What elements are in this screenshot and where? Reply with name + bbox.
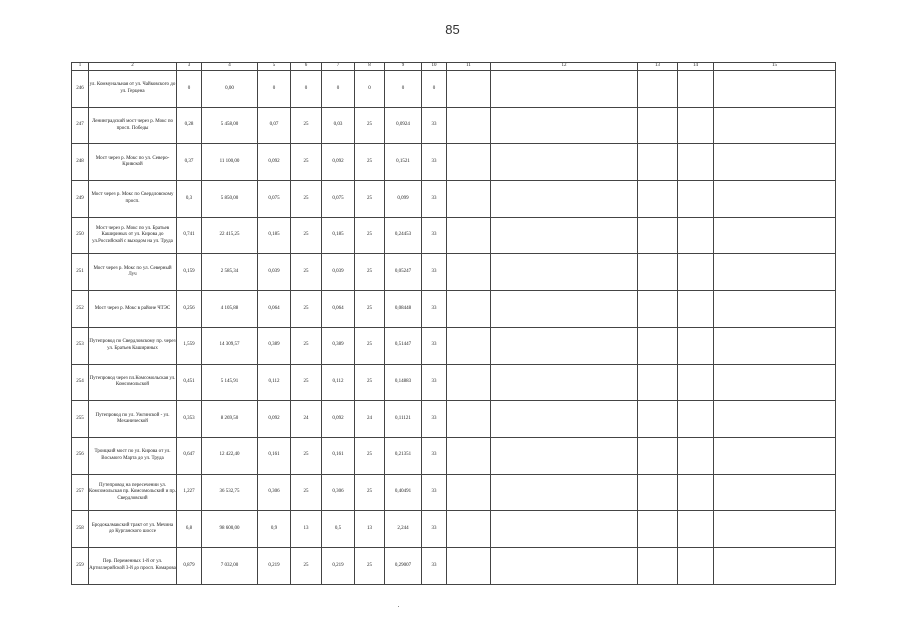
value-cell: 0,092: [258, 144, 291, 181]
value-cell: 4 105,88: [202, 291, 258, 328]
value-cell: 0,9: [258, 511, 291, 548]
value-cell: 0,647: [177, 437, 202, 474]
empty-cell: [714, 254, 836, 291]
value-cell: 25: [355, 364, 385, 401]
value-cell: 0,064: [322, 291, 355, 328]
empty-cell: [491, 364, 638, 401]
table-body: [72, 71, 836, 585]
value-cell: 0,159: [177, 254, 202, 291]
table-row: [72, 437, 836, 474]
value-cell: 0,40491: [385, 474, 422, 511]
value-cell: 25: [291, 291, 322, 328]
empty-cell: [714, 217, 836, 254]
value-cell: 24: [291, 401, 322, 438]
empty-cell: [638, 144, 678, 181]
value-cell: 0,741: [177, 217, 202, 254]
column-header: 14: [678, 63, 714, 71]
row-number-cell: 254: [72, 364, 89, 401]
object-name-cell: Ленинградский мост через р. Мокс по просп. Победы: [89, 107, 177, 144]
object-name-cell: Мост через р. Мокс в районе ЧТЭС: [89, 291, 177, 328]
value-cell: 0,092: [258, 401, 291, 438]
value-cell: 11 100,00: [202, 144, 258, 181]
empty-cell: [447, 181, 491, 218]
empty-cell: [638, 71, 678, 108]
value-cell: 25: [355, 217, 385, 254]
row-number-cell: 257: [72, 474, 89, 511]
column-header: 8: [355, 63, 385, 71]
empty-cell: [714, 291, 836, 328]
value-cell: 0,0924: [385, 107, 422, 144]
value-cell: 25: [355, 181, 385, 218]
value-cell: 0,306: [258, 474, 291, 511]
value-cell: 0,07: [258, 107, 291, 144]
value-cell: 0,039: [322, 254, 355, 291]
empty-cell: [678, 107, 714, 144]
value-cell: 33: [422, 401, 447, 438]
value-cell: 33: [422, 181, 447, 218]
value-cell: 5 850,00: [202, 181, 258, 218]
column-header: 15: [714, 63, 836, 71]
value-cell: 25: [291, 254, 322, 291]
empty-cell: [714, 437, 836, 474]
value-cell: 25: [291, 437, 322, 474]
row-number-cell: 252: [72, 291, 89, 328]
column-header: 6: [291, 63, 322, 71]
value-cell: 25: [355, 474, 385, 511]
value-cell: 14 309,57: [202, 327, 258, 364]
object-name-cell: Мост через р. Мокс по ул. Северный Луч: [89, 254, 177, 291]
value-cell: 25: [291, 217, 322, 254]
value-cell: 25: [355, 437, 385, 474]
value-cell: 0,092: [322, 144, 355, 181]
value-cell: 33: [422, 144, 447, 181]
value-cell: 0,5: [322, 511, 355, 548]
empty-cell: [678, 547, 714, 584]
empty-cell: [678, 181, 714, 218]
value-cell: 25: [355, 291, 385, 328]
value-cell: 13: [355, 511, 385, 548]
value-cell: 0,14883: [385, 364, 422, 401]
value-cell: 0,389: [322, 327, 355, 364]
object-name-cell: Путепровод по Свердловскому пр. через ул. Братьев Кашириных: [89, 327, 177, 364]
column-header: 2: [89, 63, 177, 71]
column-header: 9: [385, 63, 422, 71]
object-name-cell: ул. Коммунальная от ул. Чайковского до ул. Герцена: [89, 71, 177, 108]
column-header: 5: [258, 63, 291, 71]
value-cell: 1,559: [177, 327, 202, 364]
value-cell: 0,064: [258, 291, 291, 328]
object-name-cell: Мост через р. Мокс по ул. Северо-Кривской: [89, 144, 177, 181]
value-cell: 25: [355, 254, 385, 291]
value-cell: 33: [422, 327, 447, 364]
table-row: [72, 181, 836, 218]
column-header: 10: [422, 63, 447, 71]
value-cell: 0,11121: [385, 401, 422, 438]
empty-cell: [491, 254, 638, 291]
empty-cell: [678, 437, 714, 474]
empty-cell: [678, 364, 714, 401]
value-cell: 33: [422, 364, 447, 401]
value-cell: 0: [385, 71, 422, 108]
empty-cell: [714, 474, 836, 511]
value-cell: 0,24453: [385, 217, 422, 254]
empty-cell: [447, 437, 491, 474]
value-cell: 22 415,25: [202, 217, 258, 254]
value-cell: 0,099: [385, 181, 422, 218]
value-cell: 0,21351: [385, 437, 422, 474]
empty-cell: [638, 547, 678, 584]
empty-cell: [714, 511, 836, 548]
empty-cell: [491, 437, 638, 474]
value-cell: 0,185: [258, 217, 291, 254]
value-cell: 0: [422, 71, 447, 108]
value-cell: 25: [291, 364, 322, 401]
empty-cell: [678, 511, 714, 548]
empty-cell: [638, 181, 678, 218]
value-cell: 98 600,00: [202, 511, 258, 548]
value-cell: 33: [422, 291, 447, 328]
empty-cell: [714, 327, 836, 364]
empty-cell: [678, 327, 714, 364]
value-cell: 25: [291, 327, 322, 364]
column-header: 11: [447, 63, 491, 71]
row-number-cell: 249: [72, 181, 89, 218]
table-row: [72, 71, 836, 108]
value-cell: 25: [355, 144, 385, 181]
table-row: [72, 547, 836, 584]
value-cell: 25: [355, 107, 385, 144]
column-header: 12: [491, 63, 638, 71]
object-name-cell: Путепровод по ул. Ужгинской - ул. Механической: [89, 401, 177, 438]
value-cell: 0,039: [258, 254, 291, 291]
empty-cell: [491, 71, 638, 108]
column-header: 3: [177, 63, 202, 71]
empty-cell: [638, 401, 678, 438]
table-row: [72, 474, 836, 511]
value-cell: 8 269,50: [202, 401, 258, 438]
value-cell: 0: [322, 71, 355, 108]
empty-cell: [714, 401, 836, 438]
row-number-cell: 255: [72, 401, 89, 438]
empty-cell: [447, 291, 491, 328]
value-cell: 2,244: [385, 511, 422, 548]
empty-cell: [447, 217, 491, 254]
value-cell: 0,112: [258, 364, 291, 401]
column-header: 4: [202, 63, 258, 71]
empty-cell: [678, 144, 714, 181]
object-name-cell: Троицкий мост по ул. Кирова от ул. Восьмого Марта до ул. Труда: [89, 437, 177, 474]
value-cell: 25: [291, 474, 322, 511]
value-cell: 0,075: [258, 181, 291, 218]
value-cell: 0,37: [177, 144, 202, 181]
row-number-cell: 251: [72, 254, 89, 291]
header-row: [72, 63, 836, 71]
value-cell: 25: [291, 144, 322, 181]
empty-cell: [714, 144, 836, 181]
value-cell: 0,075: [322, 181, 355, 218]
value-cell: 0: [177, 71, 202, 108]
data-table: [71, 62, 836, 585]
row-number-cell: 250: [72, 217, 89, 254]
value-cell: 2 585,34: [202, 254, 258, 291]
empty-cell: [447, 144, 491, 181]
empty-cell: [447, 107, 491, 144]
row-number-cell: 256: [72, 437, 89, 474]
empty-cell: [447, 511, 491, 548]
empty-cell: [678, 474, 714, 511]
empty-cell: [491, 511, 638, 548]
empty-cell: [638, 217, 678, 254]
empty-cell: [491, 107, 638, 144]
value-cell: 36 532,75: [202, 474, 258, 511]
empty-cell: [491, 217, 638, 254]
row-number-cell: 259: [72, 547, 89, 584]
empty-cell: [638, 474, 678, 511]
empty-cell: [447, 474, 491, 511]
empty-cell: [447, 364, 491, 401]
value-cell: 6,8: [177, 511, 202, 548]
value-cell: 0,219: [258, 547, 291, 584]
value-cell: 0,256: [177, 291, 202, 328]
value-cell: 0,3: [177, 181, 202, 218]
empty-cell: [491, 181, 638, 218]
empty-cell: [638, 437, 678, 474]
value-cell: 33: [422, 217, 447, 254]
empty-cell: [638, 291, 678, 328]
empty-cell: [714, 181, 836, 218]
empty-cell: [638, 107, 678, 144]
empty-cell: [678, 254, 714, 291]
value-cell: 0: [258, 71, 291, 108]
value-cell: 12 422,40: [202, 437, 258, 474]
value-cell: 0,03: [322, 107, 355, 144]
row-number-cell: 253: [72, 327, 89, 364]
value-cell: 25: [291, 547, 322, 584]
empty-cell: [491, 401, 638, 438]
empty-cell: [714, 71, 836, 108]
value-cell: 33: [422, 474, 447, 511]
value-cell: 0,05247: [385, 254, 422, 291]
empty-cell: [714, 364, 836, 401]
empty-cell: [447, 547, 491, 584]
value-cell: 0,08448: [385, 291, 422, 328]
value-cell: 0,389: [258, 327, 291, 364]
row-number-cell: 258: [72, 511, 89, 548]
value-cell: 5 458,00: [202, 107, 258, 144]
value-cell: 33: [422, 107, 447, 144]
value-cell: 25: [355, 547, 385, 584]
value-cell: 0,353: [177, 401, 202, 438]
value-cell: 33: [422, 437, 447, 474]
empty-cell: [491, 327, 638, 364]
empty-cell: [714, 107, 836, 144]
value-cell: 25: [355, 327, 385, 364]
object-name-cell: Бродокалмакский тракт от ул. Мечина до Курганского шоссе: [89, 511, 177, 548]
value-cell: 13: [291, 511, 322, 548]
table-row: [72, 401, 836, 438]
value-cell: 0,28: [177, 107, 202, 144]
object-name-cell: Мост через р. Мокс по Свердловскому просп.: [89, 181, 177, 218]
value-cell: 33: [422, 547, 447, 584]
object-name-cell: Путепровод через пл.Комсомольская ул. Комсомольской: [89, 364, 177, 401]
table-row: [72, 254, 836, 291]
column-header: 1: [72, 63, 89, 71]
table-row: [72, 327, 836, 364]
value-cell: 0: [291, 71, 322, 108]
value-cell: 0,29007: [385, 547, 422, 584]
column-header: 13: [638, 63, 678, 71]
empty-cell: [638, 511, 678, 548]
object-name-cell: Мост через р. Мокс по ул. Братьев Кашириных от ул. Кирова до ул.Российской с выходом на ул. Труда: [89, 217, 177, 254]
row-number-cell: 247: [72, 107, 89, 144]
value-cell: 0,161: [322, 437, 355, 474]
empty-cell: [447, 401, 491, 438]
value-cell: 25: [291, 107, 322, 144]
value-cell: 0,51447: [385, 327, 422, 364]
empty-cell: [638, 254, 678, 291]
value-cell: 33: [422, 511, 447, 548]
value-cell: 5 145,91: [202, 364, 258, 401]
column-header: 7: [322, 63, 355, 71]
table-row: [72, 217, 836, 254]
scan-artifact: [398, 606, 399, 607]
value-cell: 0: [355, 71, 385, 108]
value-cell: 0,451: [177, 364, 202, 401]
empty-cell: [491, 474, 638, 511]
row-number-cell: 246: [72, 71, 89, 108]
value-cell: 0,112: [322, 364, 355, 401]
empty-cell: [447, 71, 491, 108]
value-cell: 0,1521: [385, 144, 422, 181]
empty-cell: [678, 401, 714, 438]
empty-cell: [638, 327, 678, 364]
empty-cell: [678, 291, 714, 328]
value-cell: 7 032,00: [202, 547, 258, 584]
empty-cell: [678, 71, 714, 108]
table-row: [72, 144, 836, 181]
empty-cell: [678, 217, 714, 254]
empty-cell: [491, 291, 638, 328]
empty-cell: [491, 144, 638, 181]
value-cell: 33: [422, 254, 447, 291]
value-cell: 1,227: [177, 474, 202, 511]
value-cell: 0,879: [177, 547, 202, 584]
empty-cell: [491, 547, 638, 584]
value-cell: 0,306: [322, 474, 355, 511]
object-name-cell: Пер. Переменных 1-й от ул. Артиллерийской 3-й до просп. Комарова: [89, 547, 177, 584]
value-cell: 0,185: [322, 217, 355, 254]
row-number-cell: 248: [72, 144, 89, 181]
value-cell: 0,161: [258, 437, 291, 474]
value-cell: 24: [355, 401, 385, 438]
object-name-cell: Путепровод на пересечении ул. Комсомольская пр. Комсомольский и пр. Свердловский: [89, 474, 177, 511]
table-row: [72, 291, 836, 328]
table-row: [72, 511, 836, 548]
value-cell: 0,00: [202, 71, 258, 108]
table-row: [72, 107, 836, 144]
table-row: [72, 364, 836, 401]
empty-cell: [714, 547, 836, 584]
empty-cell: [447, 254, 491, 291]
empty-cell: [447, 327, 491, 364]
value-cell: 0,092: [322, 401, 355, 438]
page-number: 85: [445, 22, 460, 37]
empty-cell: [638, 364, 678, 401]
value-cell: 0,219: [322, 547, 355, 584]
value-cell: 25: [291, 181, 322, 218]
